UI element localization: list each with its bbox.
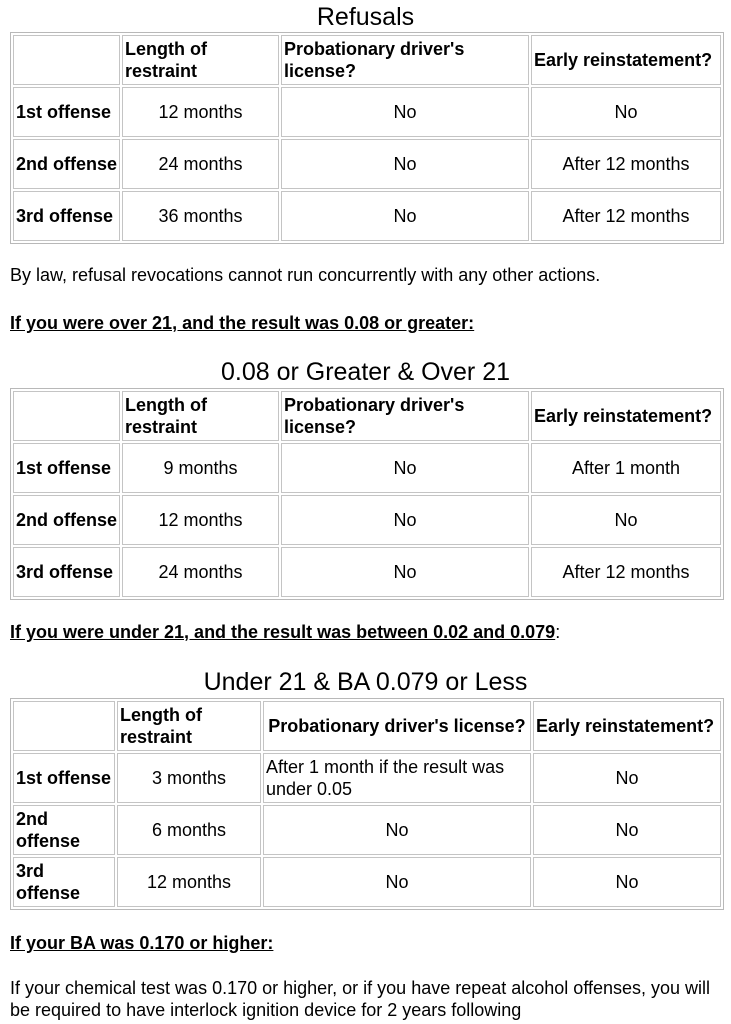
probationary-cell: No <box>281 87 529 137</box>
length-cell: 36 months <box>122 191 279 241</box>
probationary-cell: No <box>281 495 529 545</box>
probationary-cell: No <box>263 857 531 907</box>
early-cell: After 12 months <box>531 547 721 597</box>
header-row <box>13 391 721 441</box>
table-title-refusals: Refusals <box>316 3 415 31</box>
offense-label: 1st offense <box>13 753 115 803</box>
offense-label: 3rd offense <box>13 857 115 907</box>
refusals-table <box>10 32 724 244</box>
header-length: Length of restraint <box>117 701 261 751</box>
early-cell: After 1 month <box>531 443 721 493</box>
early-cell: After 12 months <box>531 191 721 241</box>
length-cell: 12 months <box>122 87 279 137</box>
table-row <box>13 443 721 493</box>
offense-label: 3rd offense <box>13 547 120 597</box>
early-cell: No <box>531 495 721 545</box>
header-empty-cell <box>13 391 120 441</box>
under21-table <box>10 698 724 910</box>
over21-heading: If you were over 21, and the result was 0.08 or greater: <box>10 313 475 333</box>
early-cell: No <box>533 753 721 803</box>
header-empty-cell <box>13 35 120 85</box>
over21-table <box>10 388 724 600</box>
header-row <box>13 35 721 85</box>
header-probationary: Probationary driver's license? <box>263 701 531 751</box>
header-row <box>13 701 721 751</box>
header-probationary: Probationary driver's license? <box>281 391 529 441</box>
length-cell: 12 months <box>122 495 279 545</box>
length-cell: 12 months <box>117 857 261 907</box>
length-cell: 24 months <box>122 547 279 597</box>
table-row <box>13 191 721 241</box>
refusal-note: By law, refusal revocations cannot run concurrently with any other actions. <box>10 265 601 285</box>
header-length: Length of restraint <box>122 35 279 85</box>
table-row <box>13 753 721 803</box>
offense-label: 3rd offense <box>13 191 120 241</box>
header-empty-cell <box>13 701 115 751</box>
length-cell: 24 months <box>122 139 279 189</box>
offense-label: 1st offense <box>13 443 120 493</box>
probationary-cell: No <box>281 547 529 597</box>
table-row <box>13 547 721 597</box>
table-title-over21: 0.08 or Greater & Over 21 <box>220 358 511 386</box>
early-cell: No <box>531 87 721 137</box>
early-cell: No <box>533 857 721 907</box>
under21-heading-line <box>10 621 560 643</box>
early-cell: After 12 months <box>531 139 721 189</box>
offense-label: 2nd offense <box>13 805 115 855</box>
table-row <box>13 495 721 545</box>
header-early: Early reinstatement? <box>531 391 721 441</box>
probationary-cell: No <box>263 805 531 855</box>
table-row <box>13 805 721 855</box>
ba170-heading: If your BA was 0.170 or higher: <box>10 933 274 953</box>
probationary-cell: After 1 month if the result was under 0.05 <box>263 753 531 803</box>
early-cell: No <box>533 805 721 855</box>
table-row <box>13 139 721 189</box>
table-row <box>13 87 721 137</box>
length-cell: 3 months <box>117 753 261 803</box>
header-length: Length of restraint <box>122 391 279 441</box>
probationary-cell: No <box>281 443 529 493</box>
probationary-cell: No <box>281 191 529 241</box>
offense-label: 2nd offense <box>13 495 120 545</box>
under21-heading-colon: : <box>555 622 561 642</box>
table-row <box>13 857 721 907</box>
probationary-cell: No <box>281 139 529 189</box>
under21-heading: If you were under 21, and the result was between 0.02 and 0.079 <box>10 622 556 642</box>
table-title-under21: Under 21 & BA 0.079 or Less <box>203 668 528 696</box>
header-early: Early reinstatement? <box>531 35 721 85</box>
offense-label: 2nd offense <box>13 139 120 189</box>
length-cell: 9 months <box>122 443 279 493</box>
header-probationary: Probationary driver's license? <box>281 35 529 85</box>
ba170-paragraph: If your chemical test was 0.170 or higher, or if you have repeat alcohol offenses, you will be required to have interlock ignition device for 2 years following <box>10 978 711 1020</box>
header-early: Early reinstatement? <box>533 701 721 751</box>
length-cell: 6 months <box>117 805 261 855</box>
offense-label: 1st offense <box>13 87 120 137</box>
